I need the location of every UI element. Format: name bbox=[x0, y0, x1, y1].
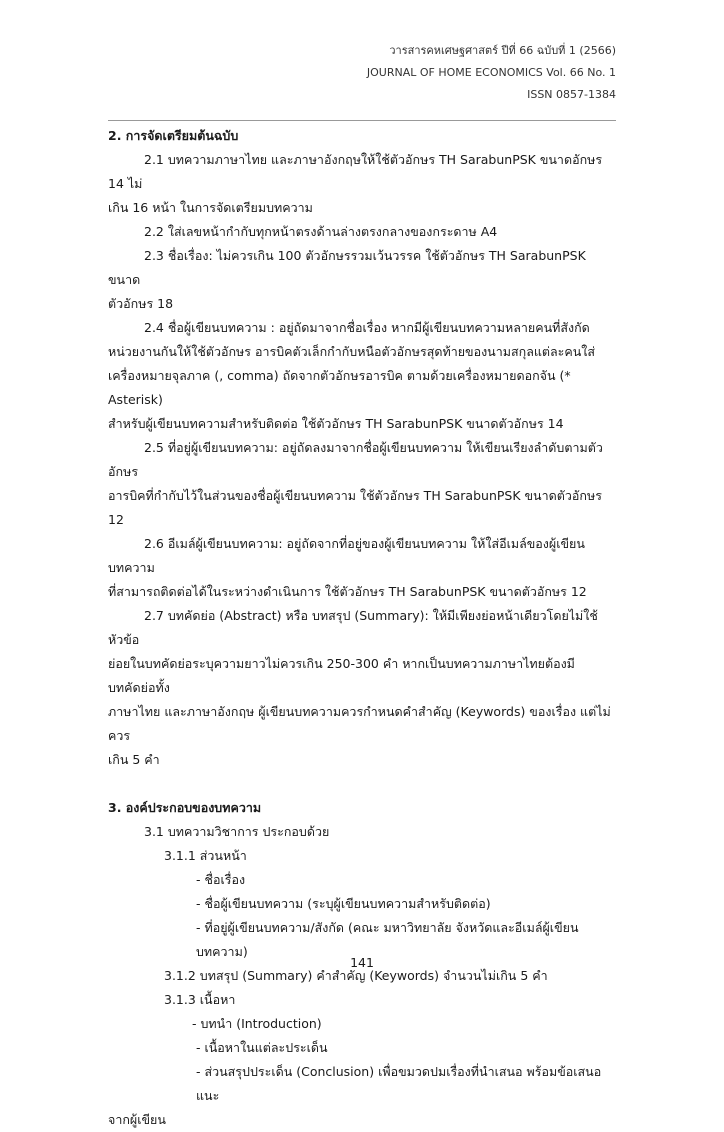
item-3-1: 3.1 บทความวิชาการ ประกอบด้วย bbox=[144, 824, 330, 839]
paragraph-2-5: 2.5 ที่อยู่ผู้เขียนบทความ: อยู่ถัดลงมาจากชื่อผู้เขียนบทความ ให้เขียนเรียงลำดับตามตัวอักษร bbox=[108, 440, 603, 479]
paragraph-2-7-cont1: ย่อยในบทคัดย่อระบุความยาวไม่ควรเกิน 250-300 คำ หากเป็นบทความภาษาไทยต้องมีบทคัดย่อทั้ง bbox=[108, 656, 575, 695]
paragraph-2-7-cont3: เกิน 5 คำ bbox=[108, 752, 160, 767]
page-number: 141 bbox=[350, 955, 374, 970]
issn: ISSN 0857-1384 bbox=[527, 88, 616, 101]
paragraph-2-4-cont3: สำหรับผู้เขียนบทความสำหรับติดต่อ ใช้ตัวอักษร TH SarabunPSK ขนาดตัวอักษร 14 bbox=[108, 416, 564, 431]
paragraph-2-3: 2.3 ชื่อเรื่อง: ไม่ควรเกิน 100 ตัวอักษรรวมเว้นวรรค ใช้ตัวอักษร TH SarabunPSK ขนาด bbox=[108, 248, 586, 287]
journal-title-thai: วารสารคหเศษฐศาสตร์ ปีที่ 66 ฉบับที่ 1 (2566) bbox=[389, 44, 616, 57]
list-item-content: - เนื้อหาในแต่ละประเด็น bbox=[196, 1040, 328, 1055]
section-2-heading: 2. การจัดเตรียมต้นฉบับ bbox=[108, 128, 239, 143]
paragraph-2-2: 2.2 ใส่เลขหน้ากำกับทุกหน้าตรงด้านล่างตรงกลางของกระดาษ A4 bbox=[144, 224, 498, 239]
paragraph-2-4-cont1: หน่วยงานกันให้ใช้ตัวอักษร อารบิคตัวเล็กกำกับหนือตัวอักษรสุดท้ายของนามสกุลแต่ละคนใส่ bbox=[108, 344, 596, 359]
list-item-affiliation: - ที่อยู่ผู้เขียนบทความ/สังกัด (คณะ มหาวิทยาลัย จังหวัดและอีเมล์ผู้เขียนบทความ) bbox=[196, 920, 579, 959]
section-spacer bbox=[108, 772, 616, 796]
item-3-1-1: 3.1.1 ส่วนหน้า bbox=[164, 848, 247, 863]
list-item-title: - ชื่อเรื่อง bbox=[196, 872, 246, 887]
paragraph-2-7: 2.7 บทคัดย่อ (Abstract) หรือ บทสรุป (Summary): ให้มีเพียงย่อหน้าเดียวโดยไม่ใช้หัวข้อ bbox=[108, 608, 598, 647]
list-item-conclusion-cont: จากผู้เขียน bbox=[108, 1112, 166, 1127]
paragraph-2-6: 2.6 อีเมล์ผู้เขียนบทความ: อยู่ถัดจากที่อยู่ของผู้เขียนบทความ ให้ใส่อีเมล์ของผู้เขียนบทความ bbox=[108, 536, 585, 575]
paragraph-2-3-cont: ตัวอักษร 18 bbox=[108, 296, 174, 311]
paragraph-2-4-cont2: เครื่องหมายจุลภาค (, comma) ถัดจากตัวอักษรอารบิค ตามด้วยเครื่องหมายดอกจัน (* Asterisk) bbox=[108, 368, 571, 407]
paragraph-2-4: 2.4 ชื่อผู้เขียนบทความ : อยู่ถัดมาจากชื่อเรื่อง หากมีผู้เขียนบทความหลายคนที่สังกัด bbox=[144, 320, 590, 335]
header-rule bbox=[108, 120, 616, 121]
item-3-1-2: 3.1.2 บทสรุป (Summary) คำสำคัญ (Keywords) จำนวนไม่เกิน 5 คำ bbox=[164, 968, 548, 983]
paragraph-2-1-cont: เกิน 16 หน้า ในการจัดเตรียมบทความ bbox=[108, 200, 313, 215]
paragraph-2-6-cont: ที่สามารถติดต่อได้ในระหว่างดำเนินการ ใช้ตัวอักษร TH SarabunPSK ขนาดตัวอักษร 12 bbox=[108, 584, 587, 599]
running-header bbox=[367, 40, 616, 106]
paragraph-2-1: 2.1 บทความภาษาไทย และภาษาอังกฤษให้ใช้ตัวอักษร TH SarabunPSK ขนาดอักษร 14 ไม่ bbox=[108, 152, 603, 191]
list-item-conclusion: - ส่วนสรุปประเด็น (Conclusion) เพื่อขมวดปมเรื่องที่นำเสนอ พร้อมข้อเสนอแนะ bbox=[196, 1064, 602, 1103]
paragraph-2-7-cont2: ภาษาไทย และภาษาอังกฤษ ผู้เขียนบทความควรกำหนดคำสำคัญ (Keywords) ของเรื่อง แต่ไม่ควร bbox=[108, 704, 611, 743]
item-3-1-3: 3.1.3 เนื้อหา bbox=[164, 992, 236, 1007]
page-body bbox=[108, 124, 616, 1132]
list-item-introduction: - บทนำ (Introduction) bbox=[192, 1016, 322, 1031]
paragraph-2-5-cont: อารบิคที่กำกับไว้ในส่วนของชื่อผู้เขียนบทความ ใช้ตัวอักษร TH SarabunPSK ขนาดตัวอักษร 12 bbox=[108, 488, 602, 527]
list-item-author: - ชื่อผู้เขียนบทความ (ระบุผู้เขียนบทความสำหรับติดต่อ) bbox=[196, 896, 491, 911]
section-3-heading: 3. องค์ประกอบของบทความ bbox=[108, 800, 262, 815]
journal-title-english: JOURNAL OF HOME ECONOMICS Vol. 66 No. 1 bbox=[366, 66, 616, 79]
